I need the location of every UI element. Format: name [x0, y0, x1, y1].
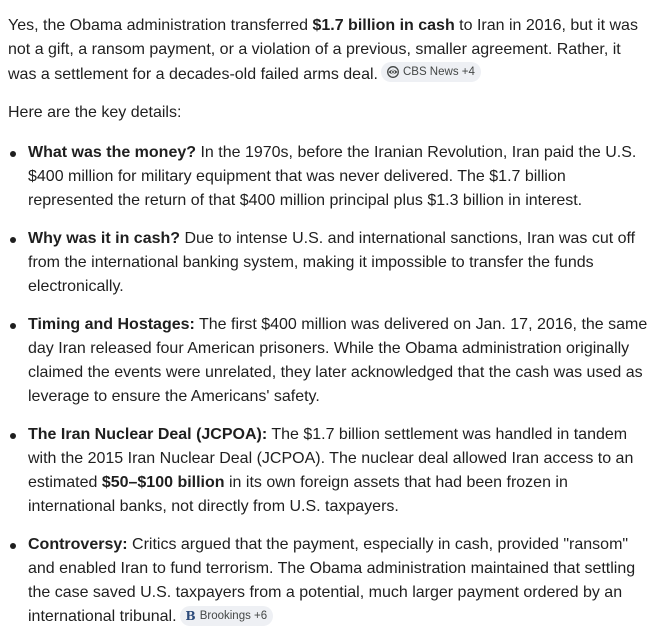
cbs-eye-icon	[387, 66, 399, 78]
list-item	[8, 533, 650, 629]
list-item	[8, 227, 650, 299]
list-item-text-1: The $1.7 billion settlement was handled in tandem with the 2015 Iran Nuclear Deal (JCPOA). The nuclear deal allowed Iran access to an estimated	[28, 426, 634, 491]
list-item-title: Timing and Hostages:	[28, 316, 195, 333]
list-item-text-2: in its own foreign assets that had been frozen in international banks, not directly from U.S. taxpayers.	[28, 474, 568, 515]
bullet-dot	[10, 433, 16, 439]
source-chip-cbs[interactable]	[381, 62, 481, 82]
list-item-text: Critics argued that the payment, especially in cash, provided "ransom" and enabled Iran to fund terrorism. The Obama administration maintained that settling the case saved U.S. taxpayers from a potential, much larger payment ordered by an international tribunal.	[28, 536, 636, 625]
list-item-title: The Iran Nuclear Deal (JCPOA):	[28, 426, 268, 443]
source-chip-label: Brookings +6	[199, 610, 268, 622]
source-chip-brookings[interactable]	[180, 606, 274, 626]
source-chip-label: CBS News +4	[402, 66, 475, 78]
list-item-text: The first $400 million was delivered on Jan. 17, 2016, the same day Iran released four American prisoners. While the Obama administration originally claimed the events were unrelated, they later acknowledged that the cash was used as leverage to ensure the Americans' safety.	[28, 316, 648, 405]
list-item	[8, 423, 650, 519]
list-item-text: In the 1970s, before the Iranian Revolution, Iran paid the U.S. $400 million for military equipment that was never delivered. The $1.7 billion represented the return of that $400 million principal plus $1.3 billion in interest.	[28, 144, 637, 209]
intro-text-1: Yes, the Obama administration transferred	[8, 17, 313, 34]
list-item-text: Due to intense U.S. and international sanctions, Iran was cut off from the international banking system, making it impossible to transfer the funds electronically.	[28, 230, 636, 295]
list-item-bold-amount: $50–$100 billion	[101, 474, 225, 491]
list-item	[8, 313, 650, 409]
bullet-dot	[10, 543, 16, 549]
intro-text-2: to Iran in 2016, but it was not a gift, a ransom payment, or a violation of a previous, smaller agreement. Rather, it was a settlement for a decades-old failed arms deal.	[8, 17, 638, 83]
key-details-list	[8, 141, 650, 629]
bullet-dot	[10, 237, 16, 243]
key-details-heading: Here are the key details:	[8, 104, 182, 121]
list-item-title: What was the money?	[28, 144, 197, 161]
intro-paragraph	[8, 14, 650, 87]
bullet-dot	[10, 151, 16, 157]
list-item-title: Why was it in cash?	[28, 230, 181, 247]
bullet-dot	[10, 323, 16, 329]
brookings-b-icon: B	[185, 609, 196, 623]
intro-bold-amount: $1.7 billion in cash	[312, 17, 455, 34]
list-item-title: Controversy:	[28, 536, 128, 553]
list-item	[8, 141, 650, 213]
